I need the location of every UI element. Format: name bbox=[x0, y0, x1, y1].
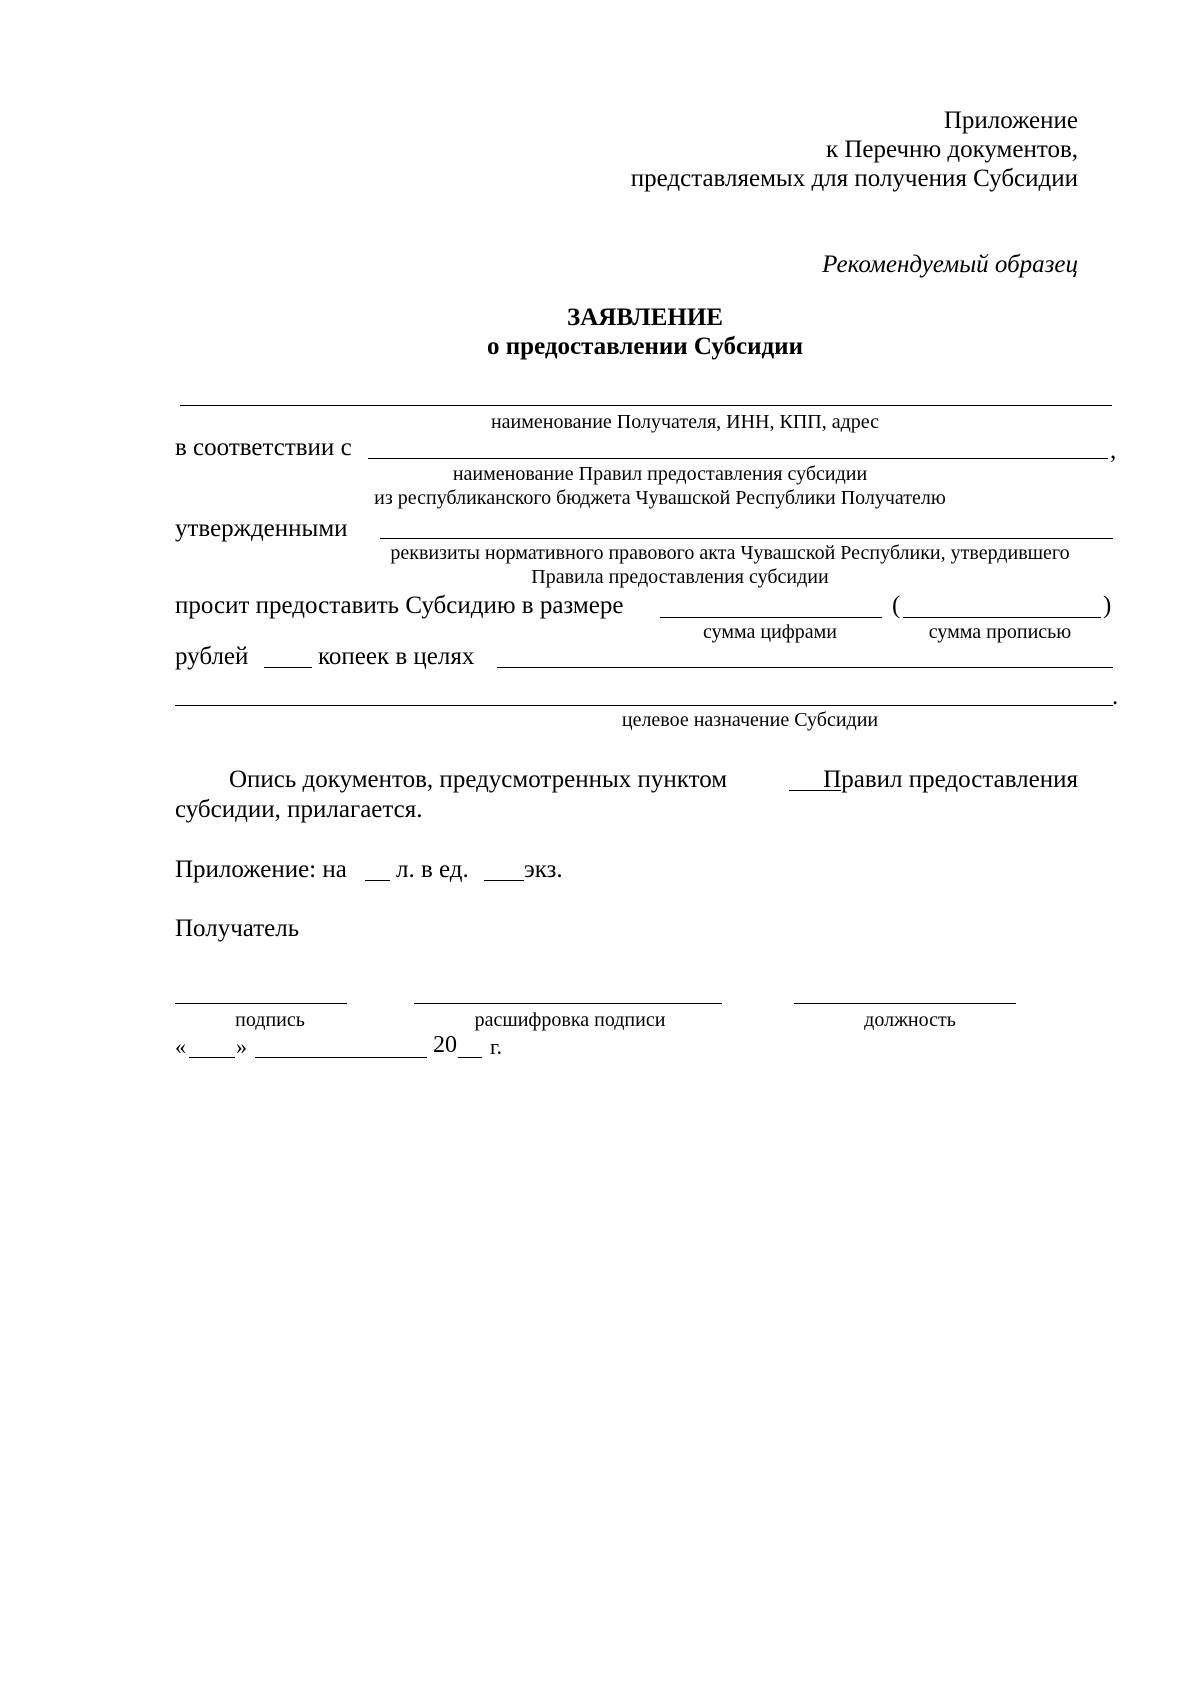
rules-caption-1: наименование Правил предоставления субсидии bbox=[452, 463, 868, 485]
request-label: просит предоставить Субсидию в размере bbox=[175, 592, 624, 619]
attachment-pages-label: л. в ед. bbox=[396, 856, 469, 883]
header-line-1: Приложение bbox=[943, 107, 1078, 134]
kopecks-label: копеек в целях bbox=[318, 643, 475, 670]
sum-words-blank[interactable] bbox=[903, 617, 1101, 618]
recipient-blank[interactable] bbox=[180, 405, 1112, 406]
position-blank[interactable] bbox=[794, 1003, 1016, 1004]
date-year-prefix: 20 bbox=[433, 1032, 457, 1058]
paren-open: ( bbox=[892, 592, 901, 619]
recipient-label: Получатель bbox=[175, 915, 300, 942]
act-blank[interactable] bbox=[380, 538, 1113, 539]
pages-blank[interactable] bbox=[365, 880, 390, 881]
date-year-suffix: г. bbox=[490, 1034, 503, 1059]
rubles-label: рублей bbox=[175, 643, 249, 670]
sum-words-caption: сумма прописью bbox=[928, 621, 1072, 643]
date-year-blank[interactable] bbox=[458, 1057, 482, 1058]
rules-blank[interactable] bbox=[368, 458, 1108, 459]
rules-caption-2: из республиканского бюджета Чувашской Республики Получателю bbox=[374, 487, 946, 509]
copies-blank[interactable] bbox=[484, 880, 524, 881]
header-line-2: к Перечню документов, bbox=[825, 136, 1078, 163]
purpose-dot: . bbox=[1112, 683, 1119, 710]
according-label: в соответствии с bbox=[175, 434, 352, 461]
sum-digits-blank[interactable] bbox=[660, 617, 882, 618]
signature-decode-blank[interactable] bbox=[414, 1003, 722, 1004]
signature-decode-caption: расшифровка подписи bbox=[474, 1009, 666, 1031]
document-title: ЗАЯВЛЕНИЕ bbox=[567, 304, 723, 331]
header-line-3: представляемых для получения Субсидии bbox=[630, 165, 1078, 192]
attachment-label: Приложение: на bbox=[175, 856, 347, 883]
date-close-quote: » bbox=[236, 1034, 247, 1059]
position-caption: должность bbox=[864, 1009, 956, 1031]
sample-note: Рекомендуемый образец bbox=[822, 251, 1078, 278]
signature-caption: подпись bbox=[235, 1009, 305, 1031]
document-subtitle: о предоставлении Субсидии bbox=[487, 333, 803, 360]
purpose-caption: целевое назначение Субсидии bbox=[621, 709, 879, 731]
date-month-blank[interactable] bbox=[255, 1057, 427, 1058]
inventory-text-3: субсидии, прилагается. bbox=[175, 796, 423, 823]
act-caption-2: Правила предоставления субсидии bbox=[531, 566, 829, 588]
date-day-blank[interactable] bbox=[189, 1057, 235, 1058]
according-comma: , bbox=[1110, 437, 1117, 464]
date-open-quote: « bbox=[175, 1034, 186, 1059]
approved-label: утвержденными bbox=[175, 515, 348, 542]
purpose-blank-2[interactable] bbox=[175, 705, 1113, 706]
signature-blank[interactable] bbox=[175, 1003, 347, 1004]
inventory-text-1: Опись документов, предусмотренных пунктом bbox=[229, 766, 728, 793]
attachment-copies-label: экз. bbox=[524, 856, 563, 883]
act-caption-1: реквизиты нормативного правового акта Чувашской Республики, утвердившего bbox=[390, 542, 1070, 564]
sum-digits-caption: сумма цифрами bbox=[702, 621, 837, 643]
inventory-text-2: Правил предоставления bbox=[823, 766, 1078, 793]
kopecks-blank[interactable] bbox=[264, 667, 312, 668]
purpose-blank-1[interactable] bbox=[497, 667, 1113, 668]
paren-close: ) bbox=[1103, 592, 1112, 619]
recipient-caption: наименование Получателя, ИНН, КПП, адрес bbox=[490, 411, 880, 433]
